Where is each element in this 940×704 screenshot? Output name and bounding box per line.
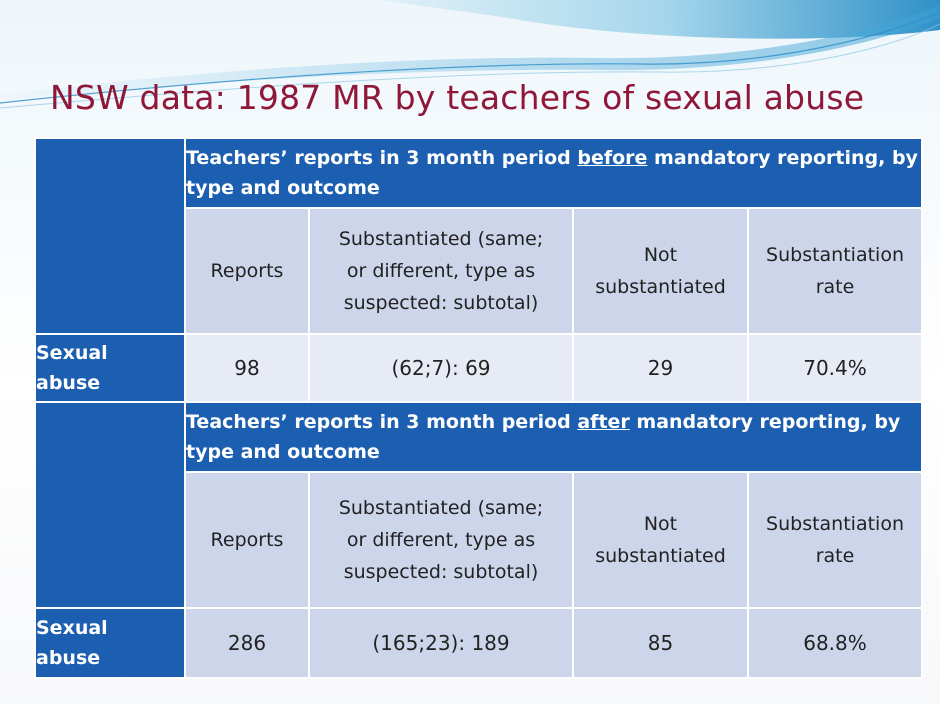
- cell-reports: 98: [185, 334, 309, 402]
- cell-substantiation-rate: 70.4%: [748, 334, 922, 402]
- column-header-substantiated: Substantiated (same; or different, type as suspected: subtotal): [309, 208, 573, 334]
- column-header-reports: Reports: [185, 208, 309, 334]
- row-label-sexual-abuse: Sexual abuse: [35, 334, 185, 402]
- header-text-pre: Teachers’ reports in 3 month period: [186, 147, 578, 169]
- table-row: [35, 334, 922, 402]
- section-header-after: [185, 402, 922, 472]
- section-header-before: [185, 138, 922, 208]
- cell-substantiation-rate: 68.8%: [748, 608, 922, 678]
- column-header-substantiation-rate: Substantiation rate: [748, 208, 922, 334]
- header-text-post: mandatory reporting, by type and outcome: [186, 411, 901, 463]
- cell-substantiated: (62;7): 69: [309, 334, 573, 402]
- page-title: NSW data: 1987 MR by teachers of sexual abuse: [50, 78, 865, 117]
- header-text-pre: Teachers’ reports in 3 month period: [186, 411, 578, 433]
- column-header-not-substantiated: Not substantiated: [573, 208, 748, 334]
- cell-not-substantiated: 29: [573, 334, 748, 402]
- cell-reports: 286: [185, 608, 309, 678]
- table-row: [35, 608, 922, 678]
- column-header-not-substantiated: Not substantiated: [573, 472, 748, 608]
- header-emphasis: before: [577, 147, 648, 169]
- header-emphasis: after: [577, 411, 630, 433]
- cell-not-substantiated: 85: [573, 608, 748, 678]
- column-header-reports: Reports: [185, 472, 309, 608]
- reports-table: [34, 137, 923, 679]
- row-header-spacer: [35, 402, 185, 608]
- cell-substantiated: (165;23): 189: [309, 608, 573, 678]
- header-text-post: mandatory reporting, by type and outcome: [186, 147, 918, 199]
- row-label-sexual-abuse: Sexual abuse: [35, 608, 185, 678]
- column-header-substantiation-rate: Substantiation rate: [748, 472, 922, 608]
- row-header-spacer: [35, 138, 185, 334]
- column-header-substantiated: Substantiated (same; or different, type as suspected: subtotal): [309, 472, 573, 608]
